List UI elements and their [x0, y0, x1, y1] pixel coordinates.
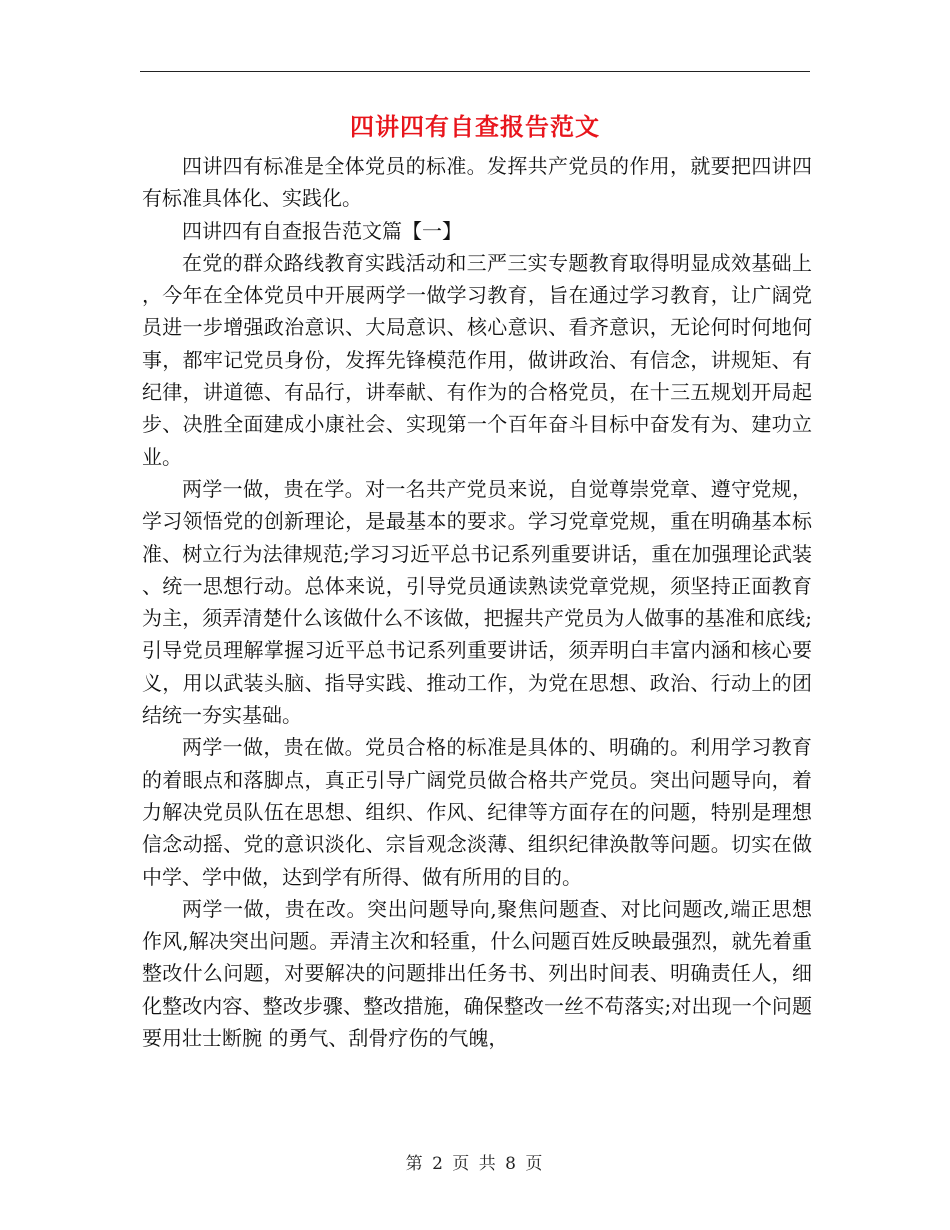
paragraph-practice: 两学一做，贵在做。党员合格的标准是具体的、明确的。利用学习教育的着眼点和落脚点，真正引导广阔党员做合格共产党员。突出问题导向，着力解决党员队伍在思想、组织、作风、纪律等方面存在的问题，特别是理想信念动摇、党的意识淡化、宗旨观念淡薄、组织纪律涣散等问题。切实在做中学、学中做，达到学有所得、做有所用的目的。: [142, 735, 812, 889]
paragraph-reform: 两学一做，贵在改。突出问题导向,聚焦问题查、对比问题改,端正思想作风,解决突出问题。弄清主次和轻重，什么问题百姓反映最强烈，就先着重整改什么问题，对要解决的问题排出任务书、列出时间表、明确责任人，细化整改内容、整改步骤、整改措施，确保整改一丝不苟落实;对出现一个问题要用壮士断腕 的勇气、刮骨疗伤的气魄，: [142, 896, 812, 1051]
document-title: 四讲四有自查报告范文: [350, 112, 600, 141]
paragraph-intro: 四讲四有标准是全体党员的标准。发挥共产党员的作用，就要把四讲四有标准具体化、实践化。: [142, 154, 812, 211]
page-number: 第 2 页 共 8 页: [405, 1154, 545, 1174]
paragraph-study: 两学一做，贵在学。对一名共产党员来说，自觉尊崇党章、遵守党规，学习领悟党的创新理论，是最基本的要求。学习党章党规，重在明确基本标准、树立行为法律规范;学习习近平总书记系列重要讲话，重在加强理论武装、统一思想行动。总体来说，引导党员通读熟读党章党规，须坚持正面教育为主，须弄清楚什么该做什么不该做，把握共产党员为人做事的基准和底线;引导党员理解掌握习近平总书记系列重要讲话，须弄明白丰富内涵和核心要义，用以武装头脑、指导实践、推动工作，为党在思想、政治、行动上的团结统一夯实基础。: [142, 476, 812, 728]
section-heading: 四讲四有自查报告范文篇【一】: [182, 218, 462, 243]
document-body: [142, 150, 812, 1054]
header-rule: [140, 71, 810, 72]
paragraph-background: 在党的群众路线教育实践活动和三严三实专题教育取得明显成效基础上，今年在全体党员中开展两学一做学习教育，旨在通过学习教育，让广阔党员进一步增强政治意识、大局意识、核心意识、看齐意识，无论何时何地何事，都牢记党员身份，发挥先锋模范作用，做讲政治、有信念，讲规矩、有纪律，讲道德、有品行，讲奉献、有作为的合格党员，在十三五规划开局起步、决胜全面建成小康社会、实现第一个百年奋斗目标中奋发有为、建功立业。: [142, 250, 812, 469]
